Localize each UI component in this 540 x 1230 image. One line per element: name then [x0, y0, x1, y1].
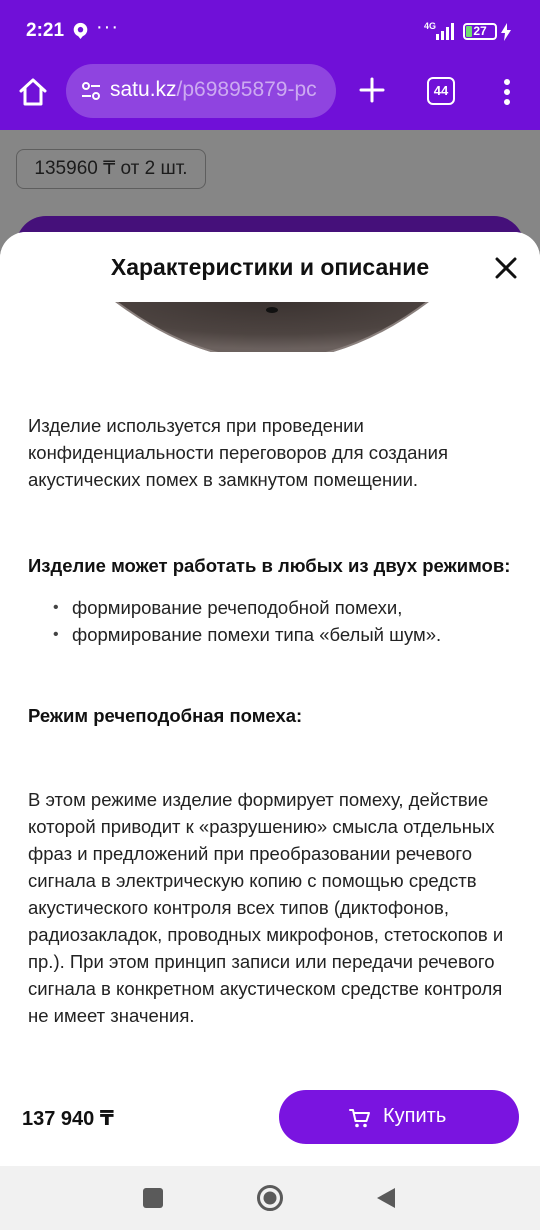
new-tab-icon[interactable]: [356, 74, 388, 106]
tab-switcher-button[interactable]: 44: [427, 77, 455, 105]
buy-button-label: Купить: [383, 1105, 447, 1127]
buy-button[interactable]: [279, 1090, 519, 1144]
recents-icon[interactable]: [143, 1188, 163, 1208]
location-icon: [72, 22, 89, 39]
status-time: 2:21: [26, 20, 65, 41]
system-nav-bar: [0, 1166, 540, 1230]
product-price: 137 940 ₸: [22, 1108, 114, 1130]
list-item: • формирование помехи типа «белый шум».: [28, 621, 518, 648]
battery-icon: [463, 23, 497, 40]
battery-level: 27: [473, 24, 487, 38]
modes-list: [28, 594, 518, 648]
browser-toolbar: [0, 64, 540, 130]
home-nav-icon[interactable]: [256, 1184, 284, 1212]
url-text[interactable]: [110, 78, 317, 102]
back-icon[interactable]: [374, 1186, 398, 1210]
network-type: 4G: [424, 21, 437, 31]
site-settings-icon[interactable]: [80, 80, 102, 102]
sheet-title: Характеристики и описание: [110, 254, 430, 280]
signal-icon: [434, 22, 458, 40]
description-sheet: [0, 232, 540, 1166]
address-bar[interactable]: [66, 64, 336, 118]
speech-mode-paragraph: В этом режиме изделие формирует помеху, действие которой приводит к «разрушению» смысла отдельных фраз и предложений при преобразовании речевого сигнала в электрическую копию с помощью средств акустического контроля всех типов (диктофонов, радиозакладок, проводных микрофонов, стетоскопов и пр.). При этом принцип записи или передачи речевого сигнала в конкретном акустическом средстве контроля не имеет значения.: [28, 789, 504, 1026]
status-bar: [0, 0, 540, 64]
intro-paragraph: Изделие используется при проведении конфиденциальности переговоров для создания акустических помех в замкнутом помещении.: [28, 415, 448, 490]
url-domain: satu.kz: [110, 78, 177, 101]
speech-mode-heading: Режим речеподобная помеха:: [28, 705, 303, 726]
close-icon[interactable]: [492, 254, 520, 282]
list-item: • формирование речеподобной помехи,: [28, 594, 518, 621]
sheet-header: [0, 232, 540, 302]
cart-icon: [349, 1107, 371, 1129]
wholesale-price-chip: 135960 ₸ от 2 шт.: [16, 149, 206, 189]
buy-bar: [0, 1072, 540, 1166]
home-icon[interactable]: [16, 75, 50, 109]
more-menu-icon[interactable]: [496, 76, 518, 108]
modes-heading: Изделие может работать в любых из двух режимов:: [28, 555, 511, 576]
url-path: /p69895879-pc: [176, 78, 317, 101]
notification-dots: ···: [96, 16, 119, 38]
charging-icon: [500, 23, 512, 41]
